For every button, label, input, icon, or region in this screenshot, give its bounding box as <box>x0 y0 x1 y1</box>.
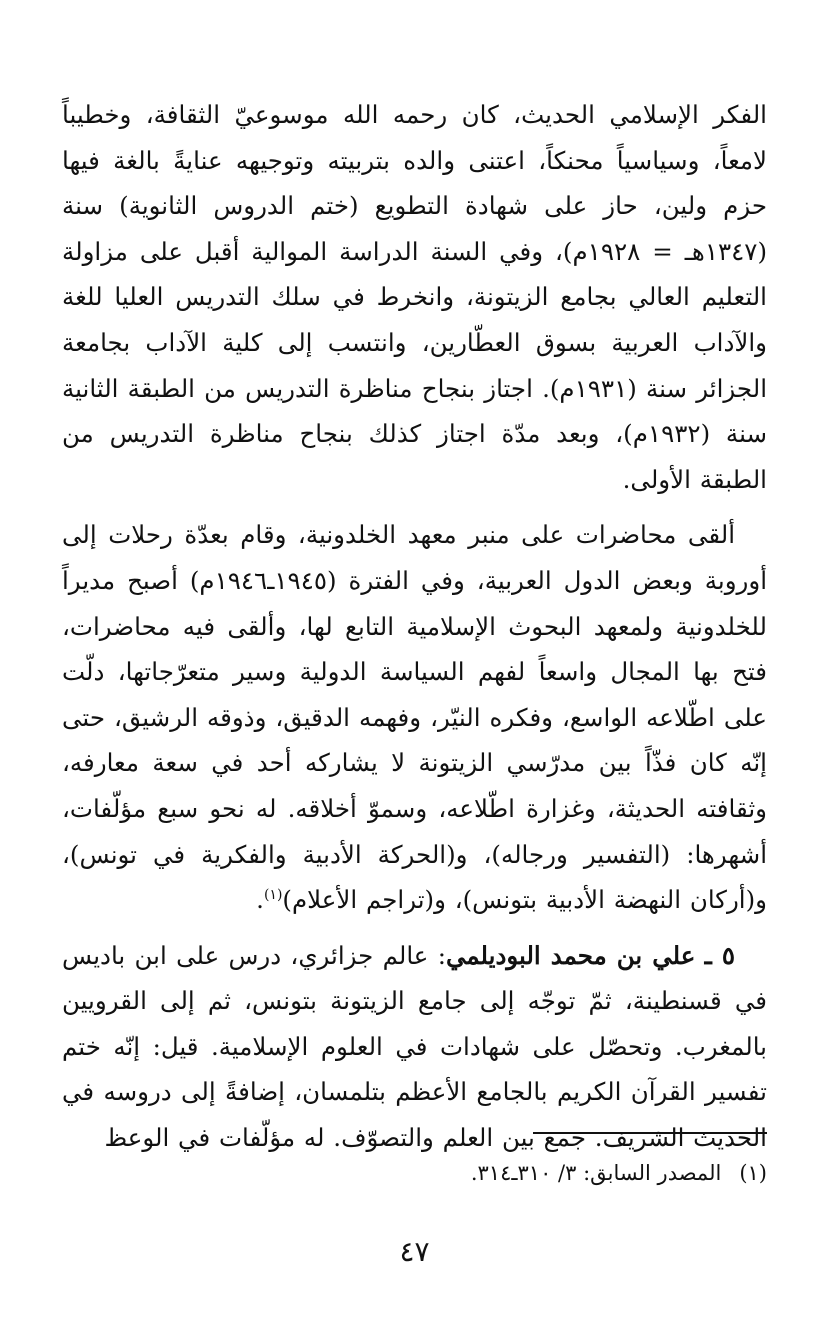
entry-number: ٥ ـ <box>704 940 735 970</box>
paragraph-3 <box>62 933 767 1161</box>
paragraph-2-end: . <box>256 885 264 915</box>
entry-name: علي بن محمد البوديلمي <box>445 940 696 970</box>
paragraph-1 <box>62 92 767 502</box>
footnote-reference[interactable]: (١) <box>263 886 283 903</box>
paragraph-3-text: : عالم جزائري، درس على ابن باديس في قسنطينة، ثمّ توجّه إلى جامع الزيتونة بتونس، ثم إلى القرويين بالمغرب. وتحصّل على شهادات في العلوم الإسلامية. قيل: إنّه ختم تفسير القرآن الكريم بالجامع الأعظم بتلمسان، إضافةً إلى دروسه في الحديث الشريف. جمع بين العلم والتصوّف. له مؤلّفات في الوعظ <box>62 940 767 1153</box>
footnote-divider <box>533 1132 767 1134</box>
book-page <box>62 92 767 1321</box>
paragraph-2-text: ألقى محاضرات على منبر معهد الخلدونية، وقام بعدّة رحلات إلى أوروبة وبعض الدول العربية، وفي الفترة (١٩٤٥ـ١٩٤٦م) أصبح مديراً للخلدونية ولمعهد البحوث الإسلامية التابع لها، وألقى فيه محاضرات، فتح بها المجال واسعاً لفهم السياسة الدولية وسير متعرّجاتها، دلّت على اطّلاعه الواسع، وفكره النيّر، وفهمه الدقيق، وذوقه الرشيق، حتى إنّه كان فذّاً بين مدرّسي الزيتونة لا يشاركه أحد في سعة معارفه، وثقافته الحديثة، وغزارة اطّلاعه، وسموّ أخلاقه. له نحو سبع مؤلّفات، أشهرها: (التفسير ورجاله)، و(الحركة الأدبية والفكرية في تونس)، و(أركان النهضة الأدبية بتونس)، و(تراجم الأعلام) <box>62 520 767 915</box>
paragraph-2 <box>62 512 767 922</box>
paragraph-1-text: الفكر الإسلامي الحديث، كان رحمه الله موسوعيّ الثقافة، وخطيباً لامعاً، وسياسياً محنكاً، اعتنى والده بتربيته وتوجيهه عنايةً بالغة فيها حزم ولين، حاز على شهادة التطويع (ختم الدروس الثانوية) سنة (١٣٤٧هـ = ١٩٢٨م)، وفي السنة الدراسة الموالية أقبل على مزاولة التعليم العالي بجامع الزيتونة، وانخرط في سلك التدريس العليا للغة والآداب العربية بسوق العطّارين، وانتسب إلى كلية الآداب بجامعة الجزائر سنة (١٩٣١م). اجتاز بنجاح مناظرة التدريس من الطبقة الثانية سنة (١٩٣٢م)، وبعد مدّة اجتاز كذلك بنجاح مناظرة التدريس من الطبقة الأولى. <box>62 100 768 494</box>
footnote-number: (١) <box>739 1161 767 1185</box>
page-number: ٤٧ <box>399 1235 430 1268</box>
footnote-text: المصدر السابق: ٣/ ٣١٠ـ٣١٤. <box>470 1161 722 1185</box>
footnote <box>62 1156 767 1190</box>
